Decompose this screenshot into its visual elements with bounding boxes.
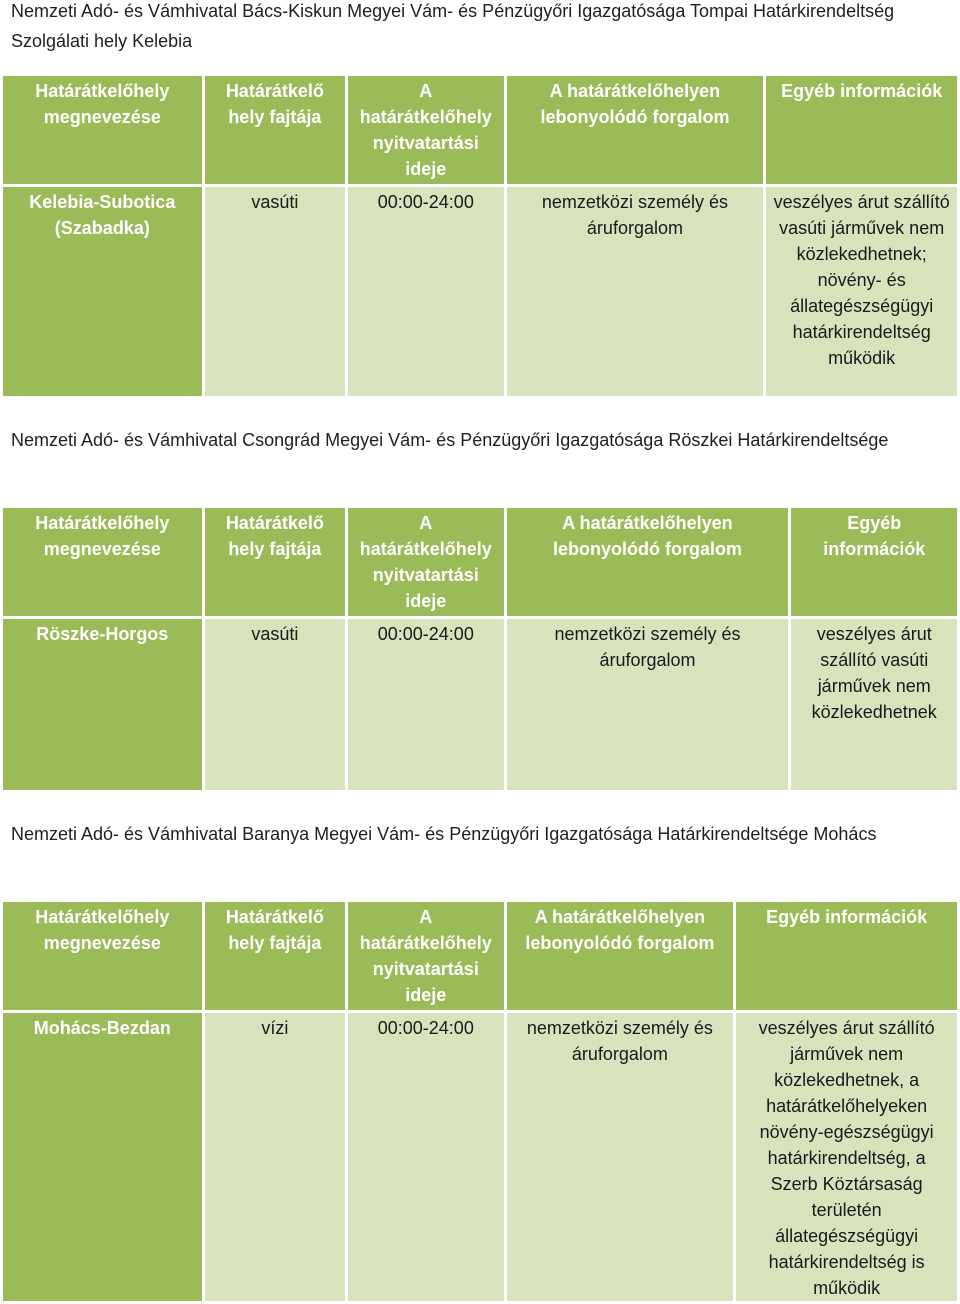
section-title: Nemzeti Adó- és Vámhivatal Csongrád Megyei Vám- és Pénzügyőri Igazgatósága Röszkei Határkirendeltsége — [11, 430, 889, 450]
crossing-hours: 00:00-24:00 — [348, 187, 503, 396]
header-type: Határátkelő hely fajtája — [205, 508, 345, 616]
header-traffic: A határátkelőhelyen lebonyolódó forgalom — [507, 508, 789, 616]
table-header-row — [3, 508, 957, 616]
table-row — [3, 187, 957, 396]
header-name: Határátkelőhely megnevezése — [3, 76, 202, 184]
crossing-traffic: nemzetközi személy és áruforgalom — [507, 1013, 734, 1301]
crossing-hours: 00:00-24:00 — [348, 619, 503, 790]
table-header-row — [3, 76, 957, 184]
crossing-hours: 00:00-24:00 — [348, 1013, 503, 1301]
crossing-info: veszélyes árut szállító járművek nem közlekedhetnek, a határátkelőhelyeken növény-egészségügyi határkirendeltség, a Szerb Köztársaság területén állategészségügyi határkirendeltség is működik — [736, 1013, 957, 1301]
crossing-name: Kelebia-Subotica (Szabadka) — [3, 187, 202, 396]
border-crossing-table — [0, 505, 960, 793]
crossing-name: Mohács-Bezdan — [3, 1013, 202, 1301]
header-hours: A határátkelőhely nyitvatartási ideje — [348, 902, 503, 1010]
header-name: Határátkelőhely megnevezése — [3, 902, 202, 1010]
crossing-traffic: nemzetközi személy és áruforgalom — [507, 619, 789, 790]
crossing-type: vízi — [205, 1013, 345, 1301]
header-type: Határátkelő hely fajtája — [205, 76, 345, 184]
crossing-name: Röszke-Horgos — [3, 619, 202, 790]
header-info: Egyéb információk — [791, 508, 957, 616]
header-info: Egyéb információk — [766, 76, 957, 184]
crossing-type: vasúti — [205, 619, 345, 790]
header-type: Határátkelő hely fajtája — [205, 902, 345, 1010]
table-row — [3, 619, 957, 790]
crossing-info: veszélyes árut szállító vasúti járművek nem közlekedhetnek; növény- és állategészségügyi határkirendeltség működik — [766, 187, 957, 396]
header-info: Egyéb információk — [736, 902, 957, 1010]
crossing-traffic: nemzetközi személy és áruforgalom — [507, 187, 764, 396]
border-crossing-table — [0, 73, 960, 399]
header-name: Határátkelőhely megnevezése — [3, 508, 202, 616]
table-row — [3, 1013, 957, 1301]
section-title: Nemzeti Adó- és Vámhivatal Bács-Kiskun Megyei Vám- és Pénzügyőri Igazgatósága Tompai Határkirendeltség Szolgálati hely Kelebia — [11, 1, 895, 51]
border-crossing-table — [0, 899, 960, 1304]
header-traffic: A határátkelőhelyen lebonyolódó forgalom — [507, 76, 764, 184]
section-title: Nemzeti Adó- és Vámhivatal Baranya Megyei Vám- és Pénzügyőri Igazgatósága Határkirendeltsége Mohács — [11, 824, 877, 844]
header-hours: A határátkelőhely nyitvatartási ideje — [348, 76, 503, 184]
header-traffic: A határátkelőhelyen lebonyolódó forgalom — [507, 902, 734, 1010]
crossing-info: veszélyes árut szállító vasúti járművek nem közlekedhetnek — [791, 619, 957, 790]
crossing-type: vasúti — [205, 187, 345, 396]
header-hours: A határátkelőhely nyitvatartási ideje — [348, 508, 503, 616]
table-header-row — [3, 902, 957, 1010]
